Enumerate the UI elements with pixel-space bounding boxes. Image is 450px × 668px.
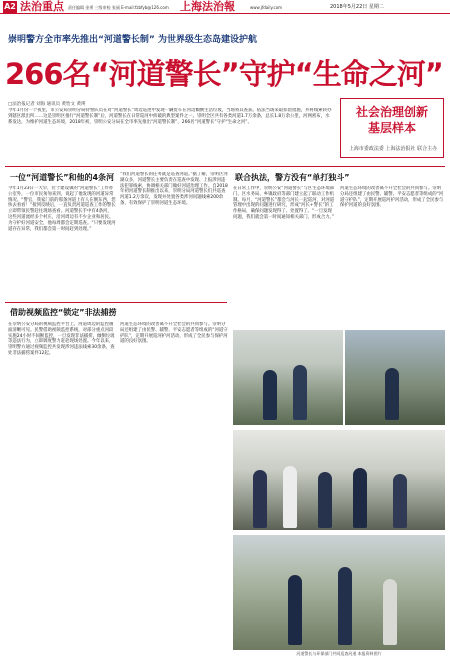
divider (5, 166, 445, 167)
page-headline: 266名“河道警长”守护“生命之河” (5, 57, 443, 91)
photo-patrol-group (233, 430, 445, 530)
col5-body: 河道生态环境的改善离不开全社会的共同参与。崇明分局还组建了由民警、辅警、平安志愿者等组成的“河道守护队”，定期开展巡河护河活动，形成了全民参与保护河道的良好氛围。 (120, 322, 228, 345)
col1-body: 今年1月23日一大早，位于建设镇的“河道警长”工作办公室外，一位市民匆匆来到，说起了他发现的河道异常情况。“警官，我家门前的那条河道上有人在倒东西，您快去看看！”接到反映后，一直负责河道巡查工作的警长立即带领民警赶往现场查看。河道警长手中有4条河，这些河道流经多个村庄，沿河周边有不少企业和居民。为守护好河道安全，他每周都会定期巡查。“只要发现河道存在异常，我们都会第一时间赶到处理。” (8, 186, 116, 232)
newspaper-logo: 上海法治報 (180, 0, 235, 13)
col3-body: 在日常工作中，崇明公安“河道警长”与区生态环境部门、区水务局、乡镇政府等部门建立起了联动工作机制。每月，“河道警长”都会与河长一起巡河，对河道管理中出现的问题进行研究，形成“河长+警长”的工作格局，确保问题发现得了、处置得了。“一旦发现问题，我们就会第一时间通知相关部门，形成合力。” (233, 186, 335, 220)
lead-paragraph: 今年1月份一个夜里，市公安局崇明分局特警队员在对“河道警长”周边巡逻中发现一辆货车在河边倾倒生活垃圾，当场将其查获。依法当场采取扣留措施，并将线索转办到辖区派出所……这是崇明区推行“河道警长制”后，河道警长在日常巡河中侦破的典型案件之一。崇明全区共有各类河道1.7万余条，总长1.8万余公里，河网密布，水系发达，为维护河道生态环境，2018年初，崇明公安分局在全市率先推出“河道警长制”，266名“河道警长”守护“生命之河”。 (8, 108, 332, 125)
col1-heading: 一位“河道警长”和他的4条河 (10, 173, 115, 182)
col3-body-continued: 河道生态环境的改善离不开全社会的共同参与。崇明分局还组建了由民警、辅警、平安志愿者等组成的“河道守护队”，定期开展巡河护河活动，形成了全民参与保护河道的良好氛围。 (340, 186, 444, 209)
photo-river-bank (345, 330, 445, 425)
series-title-line1: 社会治理创新 (355, 105, 428, 119)
editor-line: 责任编辑 金勇 三级审校 张丽 E-mail:fzbfyb@126.com (68, 5, 169, 10)
photo-riverside-officers (233, 330, 343, 425)
photo-caption: 河道警长与环保部门共同巡查河道 本报资料图片 (296, 651, 382, 656)
series-sponsors: 上海市委政法委 上海法治报社 联合主办 (348, 146, 438, 152)
site-url: www.jfdaily.com (250, 5, 283, 10)
col3-heading: 联合执法，警方没有“单打独斗” (235, 173, 350, 182)
divider (5, 302, 227, 303)
byline: □法治报记者 刘海 通讯员 黄怡文 黄瑛 (8, 102, 86, 107)
col4-heading: 借助视频监控“锁定”非法捕捞 (10, 308, 117, 317)
issue-date: 2018年5月22日 星期二 (330, 4, 384, 10)
photo-river-inspection (233, 535, 445, 650)
section-title: 法治重点 (20, 0, 64, 13)
col2-body: “我们河道警长的任务就是巡查河道。”据了解，崇明区河湖众多，河道警长主要负责在巡查中发现、上报涉河违法犯罪线索，协调相关部门做好河道治理工作。自2018年初河道警长制推出以来，崇明分局河道警长们共巡查河道1.2万余次，发现并处置各类涉河问题线索200余条，有效保护了崇明河道生态环境。 (120, 172, 228, 206)
col4-body: 在崇明公安分局的视频监控平台上，河道周边的监控画面清晰可见。民警借助视频监控系统，对部分重点河段实施24小时不间断监控，一旦发现非法捕捞、倾倒垃圾等违法行为，立即调度警力赶赴现场处置。今年以来，崇明警方通过视频监控共发现涉河违法线索30余条，查处非法捕捞案件12起。 (8, 322, 115, 356)
series-title-line2: 基层样本 (367, 121, 416, 135)
kicker: 崇明警方全市率先推出“河道警长制” 为世界级生态岛建设护航 (8, 35, 257, 45)
page-number: A2 (4, 2, 16, 11)
